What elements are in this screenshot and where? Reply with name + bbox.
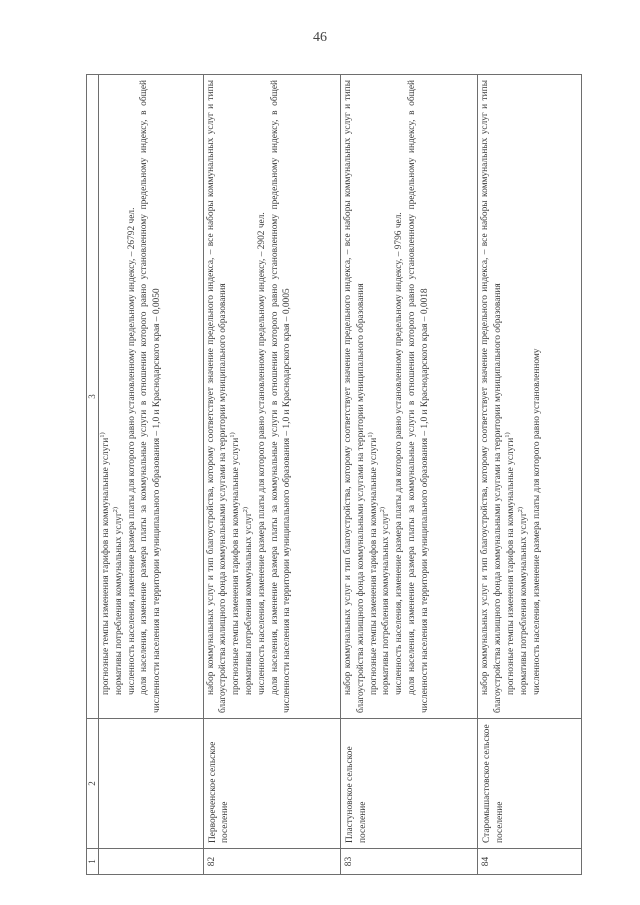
paragraph-text: набор коммунальных услуг и тип благоустройства, которому соответствует значение предельного индекса, – все наборы коммунальных услуг и типы благоустройства жилищного фонда коммунальными услугами на территории муниципального образования	[480, 80, 504, 713]
footnote-marker: 1)	[229, 432, 237, 438]
description-paragraph	[505, 80, 518, 713]
row-number-cell: 82	[203, 849, 340, 875]
description-paragraph	[205, 80, 231, 713]
municipality-name-cell: Старомышастовское сельское поселение	[478, 719, 582, 849]
paragraph-text: доля населения, изменение размера платы за коммунальные услуги в отношении которого равно установленному предельному индексу, в общей численности населения на территории муниципального образования – 1,0 и Краснодарского края – 0,0018	[407, 80, 430, 713]
description-paragraph	[368, 80, 381, 713]
column-number-header-row	[87, 75, 99, 875]
description-paragraph	[393, 80, 406, 713]
row-number-cell: 83	[341, 849, 478, 875]
description-cell	[341, 75, 478, 719]
paragraph-text: набор коммунальных услуг и тип благоустройства, которому соответствует значение предельного индекса, – все наборы коммунальных услуг и типы благоустройства жилищного фонда коммунальными услугами на территории муниципального образования	[343, 80, 366, 713]
paragraph-text: прогнозные темпы изменения тарифов на коммунальные услуги	[231, 437, 242, 695]
paragraph-text: численность населения, изменение размера платы для которого равно установленному предельному индексу, – 26792 чел.	[126, 207, 137, 695]
footnote-marker: 1)	[98, 432, 106, 438]
column-header-1: 1	[87, 849, 99, 875]
description-paragraph	[380, 80, 393, 713]
description-paragraph	[230, 80, 243, 713]
paragraph-text: нормативы потребления коммунальных услуг	[113, 512, 124, 695]
rotated-table-container	[86, 75, 582, 875]
page-number: 46	[313, 30, 327, 45]
tariff-index-table	[86, 74, 582, 875]
description-paragraph	[342, 80, 368, 713]
description-paragraph	[406, 80, 432, 713]
description-paragraph	[126, 80, 139, 713]
table-row	[478, 75, 582, 875]
description-paragraph	[113, 80, 126, 713]
paragraph-text: набор коммунальных услуг и тип благоустройства, которому соответствует значение предельного индекса, – все наборы коммунальных услуг и типы благоустройства жилищного фонда коммунальными услугами на территории муниципального образования	[205, 80, 229, 713]
paragraph-text: численность населения, изменение размера платы для которого равно установленному предельному индексу, – 2902 чел.	[256, 212, 267, 695]
footnote-marker: 1)	[503, 432, 511, 438]
paragraph-text: численность населения, изменение размера платы для которого равно установленному предельному индексу, – 9796 чел.	[394, 212, 405, 695]
municipality-name-cell	[99, 719, 204, 849]
table-row	[99, 75, 204, 875]
description-cell	[203, 75, 340, 719]
paragraph-text: нормативы потребления коммунальных услуг	[381, 512, 392, 695]
paragraph-text: доля населения, изменение размера платы за коммунальные услуги в отношении которого равно установленному предельному индексу, в общей численности населения на территории муниципального образования – 1,0 и Краснодарского края – 0,0005	[269, 80, 293, 713]
paragraph-text: прогнозные темпы изменения тарифов на коммунальные услуги	[101, 437, 111, 695]
column-header-3: 3	[87, 75, 99, 719]
row-number-cell: 84	[478, 849, 582, 875]
table-row	[203, 75, 340, 875]
description-cell	[478, 75, 582, 719]
footnote-marker: 2)	[516, 506, 524, 513]
paragraph-text: прогнозные темпы изменения тарифов на коммунальные услуги	[506, 437, 516, 695]
footnote-marker: 2)	[379, 506, 387, 513]
description-paragraph	[256, 80, 269, 713]
column-header-2: 2	[87, 719, 99, 849]
footnote-marker: 1)	[366, 432, 374, 438]
municipality-name-cell: Пластуновское сельское поселение	[341, 719, 478, 849]
table-body	[99, 75, 582, 875]
description-paragraph	[269, 80, 295, 713]
paragraph-text: доля населения, изменение размера платы за коммунальные услуги в отношении которого равно установленному предельному индексу, в общей численности населения на территории муниципального образования – 1,0 и Краснодарского края – 0,0050	[139, 80, 163, 713]
description-paragraph	[531, 80, 544, 713]
description-paragraph	[100, 80, 113, 713]
paragraph-text: нормативы потребления коммунальных услуг	[518, 512, 529, 695]
description-cell	[99, 75, 204, 719]
description-paragraph	[243, 80, 256, 713]
paragraph-text: численность населения, изменение размера платы для которого равно установленному	[531, 348, 542, 695]
description-paragraph	[479, 80, 505, 713]
row-number-cell	[99, 849, 204, 875]
description-paragraph	[138, 80, 164, 713]
paragraph-text: нормативы потребления коммунальных услуг	[244, 512, 255, 695]
footnote-marker: 2)	[111, 506, 119, 513]
description-paragraph	[518, 80, 531, 713]
municipality-name-cell: Первореченское сельское поселение	[203, 719, 340, 849]
footnote-marker: 2)	[241, 506, 249, 513]
paragraph-text: прогнозные темпы изменения тарифов на коммунальные услуги	[368, 437, 379, 695]
table-row	[341, 75, 478, 875]
